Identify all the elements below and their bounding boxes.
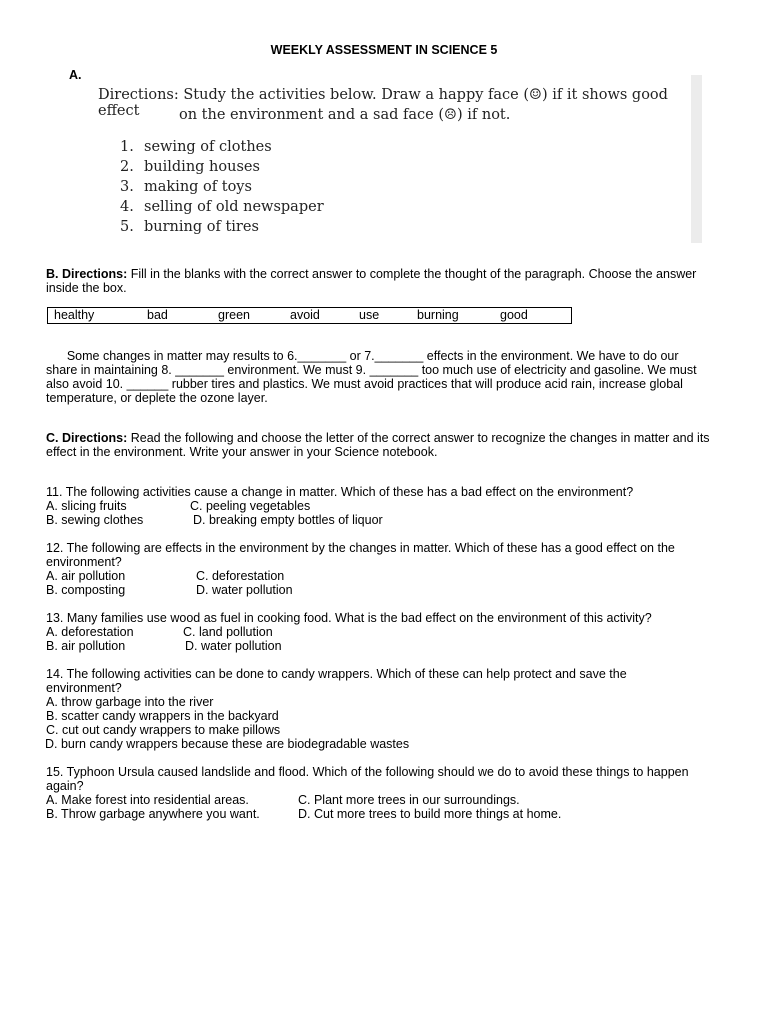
question-14: 14. The following activities can be done to candy wrappers. Which of these can help protect and save the xyxy=(46,667,627,681)
word-bank-word: avoid xyxy=(290,308,320,322)
question-15: 15. Typhoon Ursula caused landslide and flood. Which of the following should we do to avoid these things to happen xyxy=(46,765,689,779)
list-item: 3. making of toys xyxy=(120,179,252,195)
choice-c: C. land pollution xyxy=(183,625,273,639)
question-12: 12. The following are effects in the environment by the changes in matter. Which of these has a good effect on the xyxy=(46,541,675,555)
part-a-activity-list xyxy=(120,137,324,237)
part-c-directions: C. Directions: Read the following and choose the letter of the correct answer to recognize the changes in matter and its effect in the environment. Write your answer in your Science notebook. xyxy=(46,431,710,459)
choice-a: A. deforestation xyxy=(46,625,134,639)
part-a-directions-line2: on the environment and a sad face (☹) if not. xyxy=(179,107,511,123)
choice-d: D. burn candy wrappers because these are biodegradable wastes xyxy=(45,737,410,751)
question-15-cont: again? xyxy=(46,779,84,793)
part-b-label: B. Directions: xyxy=(46,267,128,281)
part-a-scanned-directions xyxy=(90,75,702,243)
choice-c: C. deforestation xyxy=(196,569,285,583)
choice-d: D. breaking empty bottles of liquor xyxy=(193,513,383,527)
choice-b: B. Throw garbage anywhere you want. xyxy=(46,807,260,821)
question-14-cont: environment? xyxy=(46,681,122,695)
word-bank-word: green xyxy=(218,308,250,322)
word-bank-box xyxy=(47,307,572,324)
question-13: 13. Many families use wood as fuel in cooking food. What is the bad effect on the environment of this activity? xyxy=(46,611,652,625)
choice-c: C. Plant more trees in our surroundings. xyxy=(298,793,520,807)
question-12-cont: environment? xyxy=(46,555,122,569)
choice-d: D. Cut more trees to build more things at home. xyxy=(298,807,562,821)
choice-c: C. cut out candy wrappers to make pillows xyxy=(46,723,281,737)
word-bank-word: good xyxy=(500,308,528,322)
choice-a: A. throw garbage into the river xyxy=(46,695,214,709)
document-title: WEEKLY ASSESSMENT IN SCIENCE 5 xyxy=(270,43,498,57)
list-item: 2. building houses xyxy=(120,159,260,175)
choice-d: D. water pollution xyxy=(196,583,293,597)
paragraph-line: also avoid 10. ______ rubber tires and plastics. We must avoid practices that will produce acid rain, increase global xyxy=(46,377,683,391)
part-a-directions-line1: Directions: Study the activities below. Draw a happy face (☺) if it shows good effect xyxy=(98,87,668,119)
word-bank-word: bad xyxy=(147,308,168,322)
question-11: 11. The following activities cause a change in matter. Which of these has a bad effect on the environment? xyxy=(46,485,634,499)
choice-a: A. slicing fruits xyxy=(46,499,127,513)
part-b-directions: B. Directions: Fill in the blanks with the correct answer to complete the thought of the paragraph. Choose the answer inside the box. xyxy=(46,267,697,295)
list-item: 1. sewing of clothes xyxy=(120,139,272,155)
paragraph-line: share in maintaining 8. _______ environment. We must 9. _______ too much use of electricity and gasoline. We must xyxy=(46,363,697,377)
word-bank-word: healthy xyxy=(54,308,95,322)
word-bank-word: use xyxy=(359,308,380,322)
choice-b: B. scatter candy wrappers in the backyard xyxy=(46,709,279,723)
paragraph-line: Some changes in matter may results to 6._______ or 7._______ effects in the environment. We have to do our xyxy=(46,349,679,363)
paragraph-line: temperature, or deplete the ozone layer. xyxy=(46,391,268,405)
list-item: 4. selling of old newspaper xyxy=(120,199,324,215)
choice-b: B. sewing clothes xyxy=(46,513,144,527)
choice-a: A. air pollution xyxy=(46,569,126,583)
choice-a: A. Make forest into residential areas. xyxy=(46,793,249,807)
choice-c: C. peeling vegetables xyxy=(190,499,311,513)
part-c-label: C. Directions: xyxy=(46,431,128,445)
part-a-label: A. xyxy=(69,68,82,82)
choice-d: D. water pollution xyxy=(185,639,282,653)
choice-b: B. composting xyxy=(46,583,126,597)
list-item: 5. burning of tires xyxy=(120,219,259,235)
choice-b: B. air pollution xyxy=(46,639,126,653)
word-bank-word: burning xyxy=(417,308,459,322)
